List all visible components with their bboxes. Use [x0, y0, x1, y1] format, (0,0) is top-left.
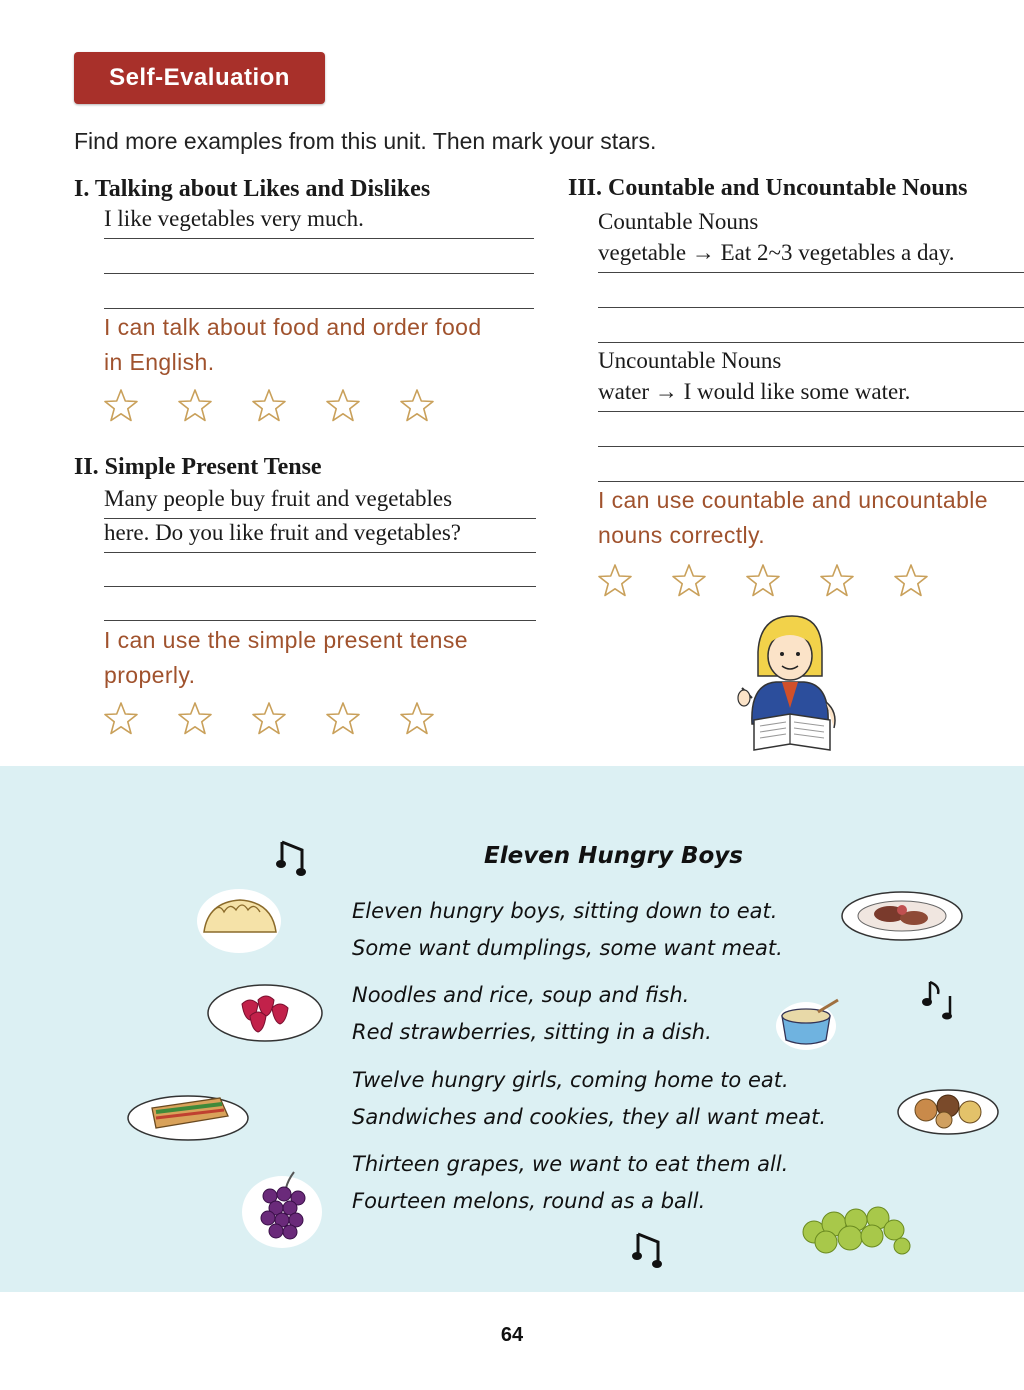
section2-blank-line[interactable]	[104, 586, 536, 621]
section1-can-do	[104, 310, 482, 380]
section2-can-do	[104, 623, 468, 693]
song-line: Some want dumplings, some want meat.	[352, 936, 783, 960]
song-line: Noodles and rice, soup and fish.	[352, 983, 690, 1007]
song-line: Twelve hungry girls, coming home to eat.	[352, 1068, 789, 1092]
countable-example-line[interactable]: vegetable → Eat 2~3 vegetables a day.	[598, 238, 1024, 273]
section3-star-rating[interactable]	[597, 563, 929, 599]
star-icon[interactable]	[177, 701, 213, 737]
section1-can-line2: in English.	[104, 349, 215, 375]
song-line: Sandwiches and cookies, they all want meat.	[352, 1105, 827, 1129]
section1-blank-line[interactable]	[104, 239, 534, 274]
section1-can-line1: I can talk about food and order food	[104, 314, 482, 340]
section3-can-line1: I can use countable and uncountable	[598, 487, 988, 513]
strawberry-dish-icon	[206, 982, 324, 1044]
song-line: Thirteen grapes, we want to eat them all.	[352, 1152, 789, 1176]
cookies-plate-icon	[896, 1086, 1000, 1138]
section3-can-do	[598, 483, 988, 553]
sandwich-plate-icon	[126, 1088, 250, 1144]
uncountable-blank-line[interactable]	[598, 447, 1024, 482]
music-note-icon	[276, 838, 310, 882]
countable-nouns-label: Countable Nouns	[598, 209, 759, 234]
section2-blank-line[interactable]	[104, 552, 536, 587]
song-title: Eleven Hungry Boys	[484, 843, 743, 869]
star-icon[interactable]	[103, 388, 139, 424]
star-icon[interactable]	[399, 701, 435, 737]
star-icon[interactable]	[819, 563, 855, 599]
star-icon[interactable]	[251, 701, 287, 737]
section2-example-line[interactable]: Many people buy fruit and vegetables	[104, 484, 536, 519]
section3-heading: III. Countable and Uncountable Nouns	[568, 175, 968, 201]
star-icon[interactable]	[597, 563, 633, 599]
soup-bowl-icon	[774, 996, 844, 1052]
section1-blank-line[interactable]	[104, 274, 534, 309]
star-icon[interactable]	[325, 701, 361, 737]
star-icon[interactable]	[103, 701, 139, 737]
section1-star-rating[interactable]	[103, 388, 435, 424]
melons-icon	[798, 1196, 918, 1256]
section2-star-rating[interactable]	[103, 701, 435, 737]
song-line: Fourteen melons, round as a ball.	[352, 1189, 706, 1213]
section1-example-line[interactable]: I like vegetables very much.	[104, 204, 534, 239]
star-icon[interactable]	[893, 563, 929, 599]
uncountable-nouns-label: Uncountable Nouns	[598, 348, 782, 373]
music-notes-icon	[920, 976, 960, 1020]
star-icon[interactable]	[399, 388, 435, 424]
grapes-icon	[240, 1168, 324, 1250]
page-number: 64	[500, 1324, 524, 1346]
star-icon[interactable]	[177, 388, 213, 424]
star-icon[interactable]	[251, 388, 287, 424]
section1-heading: I. Talking about Likes and Dislikes	[74, 176, 431, 202]
song-line: Red strawberries, sitting in a dish.	[352, 1020, 712, 1044]
section2-can-line2: properly.	[104, 662, 196, 688]
instruction-text: Find more examples from this unit. Then mark your stars.	[74, 128, 657, 154]
section3-can-line2: nouns correctly.	[598, 522, 766, 548]
self-evaluation-badge: Self-Evaluation	[74, 52, 325, 104]
countable-blank-line[interactable]	[598, 308, 1024, 343]
dumpling-icon	[194, 886, 284, 956]
section2-heading: II. Simple Present Tense	[74, 454, 322, 480]
star-icon[interactable]	[325, 388, 361, 424]
star-icon[interactable]	[745, 563, 781, 599]
girl-reading-illustration	[730, 612, 854, 756]
music-note-icon	[632, 1230, 666, 1274]
section2-can-line1: I can use the simple present tense	[104, 627, 468, 653]
countable-blank-line[interactable]	[598, 273, 1024, 308]
uncountable-example-line[interactable]: water → I would like some water.	[598, 377, 1024, 412]
star-icon[interactable]	[671, 563, 707, 599]
uncountable-blank-line[interactable]	[598, 412, 1024, 447]
meat-plate-icon	[840, 888, 964, 944]
section2-example-line[interactable]: here. Do you like fruit and vegetables?	[104, 518, 536, 553]
song-line: Eleven hungry boys, sitting down to eat.	[352, 899, 778, 923]
